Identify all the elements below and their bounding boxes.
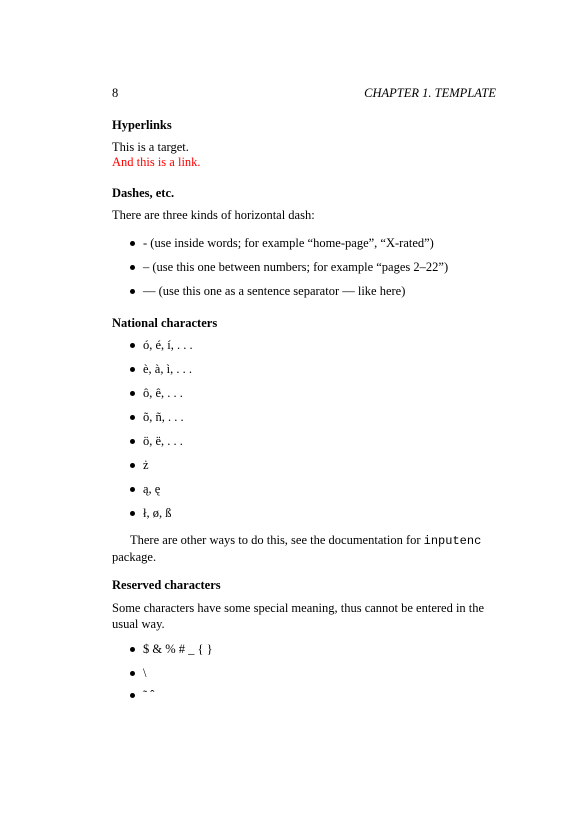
running-header: CHAPTER 1. TEMPLATE — [364, 86, 496, 100]
list-item: \ — [130, 666, 146, 681]
target-text: This is a target. — [112, 140, 189, 154]
list-item: è, à, ì, . . . — [130, 362, 192, 377]
bullet-icon — [130, 693, 135, 698]
list-item: ż — [130, 458, 149, 473]
section-title-hyperlinks: Hyperlinks — [112, 118, 172, 132]
bullet-icon — [130, 367, 135, 372]
section-title-reserved: Reserved characters — [112, 578, 221, 592]
bullet-icon — [130, 343, 135, 348]
list-item: ˜ ˆ — [130, 688, 154, 703]
list-item: õ, ñ, . . . — [130, 410, 184, 425]
list-item: ô, ê, . . . — [130, 386, 183, 401]
bullet-icon — [130, 671, 135, 676]
bullet-icon — [130, 265, 135, 270]
bullet-icon — [130, 647, 135, 652]
page-number: 8 — [112, 86, 119, 100]
bullet-icon — [130, 391, 135, 396]
hyperlink[interactable]: And this is a link. — [112, 155, 201, 169]
bullet-icon — [130, 511, 135, 516]
bullet-icon — [130, 439, 135, 444]
reserved-intro: Some characters have some special meaning, thus cannot be entered in the usual way. — [112, 601, 485, 631]
list-item: $ & % # _ { } — [130, 642, 213, 657]
bullet-icon — [130, 487, 135, 492]
bullet-icon — [130, 463, 135, 468]
bullet-icon — [130, 289, 135, 294]
list-item: — (use this one as a sentence separator — like here) — [130, 284, 405, 299]
inputenc-note: There are other ways to do this, see the documentation for inputenc package. — [112, 533, 482, 564]
bullet-icon — [130, 241, 135, 246]
list-item: ö, ë, . . . — [130, 434, 183, 449]
list-item: - (use inside words; for example “home-page”, “X-rated”) — [130, 236, 434, 251]
section-title-dashes: Dashes, etc. — [112, 186, 175, 200]
section-title-national: National characters — [112, 316, 218, 330]
dashes-intro: There are three kinds of horizontal dash: — [112, 208, 315, 222]
code-inputenc: inputenc — [423, 534, 482, 548]
bullet-icon — [130, 415, 135, 420]
list-item: – (use this one between numbers; for example “pages 2–22”) — [130, 260, 448, 275]
list-item: ą, ę — [130, 482, 160, 497]
list-item: ó, é, í, . . . — [130, 338, 193, 353]
list-item: ł, ø, ß — [130, 506, 171, 521]
